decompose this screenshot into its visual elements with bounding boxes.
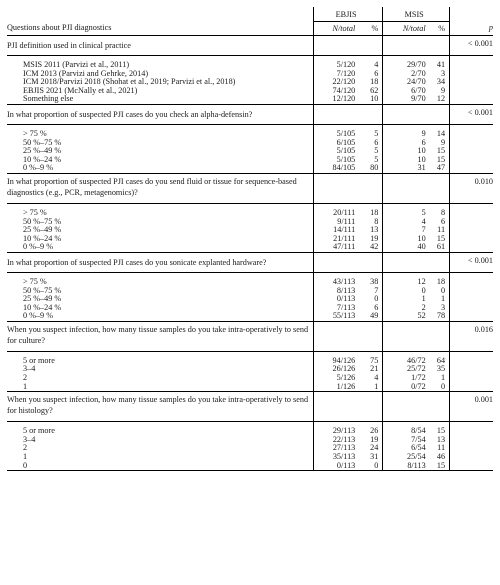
row-ebjis-pct: 18: [370, 77, 379, 87]
table-row: [7, 462, 493, 471]
section-row: [7, 392, 493, 422]
section-row: [7, 36, 493, 56]
row-ebjis-pct: 0: [359, 462, 383, 471]
row-msis-n-total: 25/54: [383, 453, 430, 462]
row-label: 5 or more: [23, 426, 55, 436]
row-msis-n-total: 10: [383, 156, 430, 165]
section-row: [7, 104, 493, 124]
table-body: [7, 36, 493, 471]
row-label: 3–4: [23, 434, 36, 444]
row-p-empty: [450, 287, 493, 296]
row-label: 50 %–75 %: [23, 216, 62, 226]
table-row: [7, 278, 493, 287]
section-p-value: < 0.001: [450, 252, 493, 272]
row-p-empty: [450, 295, 493, 304]
row-msis-n-total: 6/54: [383, 444, 430, 453]
row-ebjis-n-total: 5/126: [313, 374, 359, 383]
row-msis-n-total: 4: [383, 218, 430, 227]
header-p-spacer: [450, 7, 493, 22]
row-p-empty: [450, 304, 493, 313]
row-label: 10 %–24 %: [23, 233, 62, 243]
row-p-empty: [450, 78, 493, 87]
row-label: 50 %–75 %: [23, 285, 62, 295]
row-msis-pct: 47: [430, 164, 450, 173]
row-ebjis-pct: 4: [374, 60, 379, 69]
row-ebjis-pct: 5: [374, 146, 379, 156]
row-p-empty: [450, 209, 493, 218]
row-p-empty: [450, 365, 493, 374]
row-label: 10 %–24 %: [23, 302, 62, 312]
row-label: 3–4: [23, 364, 36, 374]
row-msis-pct: 78: [430, 312, 450, 321]
row-msis-pct: 11: [437, 225, 446, 235]
row-p-empty: [450, 374, 493, 383]
section-msis-n-empty: [383, 173, 430, 203]
header-group-msis: MSIS: [383, 7, 450, 22]
section-msis-pct-empty: [430, 36, 450, 56]
row-msis-pct: 61: [430, 243, 450, 252]
row-label: 10 %–24 %: [23, 154, 62, 164]
section-ebjis-pct-empty: [359, 36, 383, 56]
row-msis-pct: 13: [436, 434, 446, 444]
row-ebjis-pct: 62: [370, 85, 379, 95]
row-msis-n-total: 0/72: [383, 383, 430, 392]
row-label: 0: [7, 462, 313, 471]
section-ebjis-pct-empty: [359, 252, 383, 272]
header-msis-pct: %: [430, 22, 450, 36]
row-msis-n-total: 9/70: [383, 95, 430, 104]
row-msis-pct: 41: [436, 60, 446, 69]
section-msis-n-empty: [383, 321, 430, 351]
row-ebjis-n-total: 20/111: [313, 209, 359, 218]
header-group-ebjis: EBJIS: [313, 7, 382, 22]
row-p-empty: [450, 444, 493, 453]
section-ebjis-n-empty: [313, 252, 359, 272]
row-ebjis-n-total: 47/111: [313, 243, 359, 252]
row-msis-n-total: 1/72: [383, 374, 430, 383]
row-ebjis-pct: 38: [370, 276, 379, 286]
row-msis-pct: 0: [430, 383, 450, 392]
row-msis-n-total: 6/70: [383, 87, 430, 96]
row-msis-n-total: 8/113: [383, 462, 430, 471]
row-p-empty: [450, 147, 493, 156]
row-msis-pct: 15: [436, 146, 446, 156]
row-ebjis-pct: 13: [370, 225, 379, 235]
pji-survey-table: [7, 7, 493, 471]
section-ebjis-n-empty: [313, 104, 359, 124]
row-msis-n-total: 10: [383, 147, 430, 156]
row-p-empty: [450, 357, 493, 366]
row-ebjis-n-total: 27/113: [313, 444, 359, 453]
row-ebjis-pct: 24: [370, 443, 379, 453]
section-row: [7, 252, 493, 272]
row-label: 50 %–75 %: [23, 137, 62, 147]
section-msis-n-empty: [383, 392, 430, 422]
row-msis-n-total: 12: [383, 278, 430, 287]
row-ebjis-n-total: 0/113: [313, 462, 359, 471]
row-label: 25 %–49 %: [23, 146, 62, 156]
row-msis-pct: 12: [430, 95, 450, 104]
row-ebjis-n-total: 35/113: [313, 453, 359, 462]
section-ebjis-pct-empty: [359, 104, 383, 124]
table-row: [7, 164, 493, 173]
row-msis-pct: 34: [436, 77, 446, 87]
table-row: [7, 130, 493, 139]
row-msis-n-total: 9: [383, 130, 430, 139]
section-ebjis-n-empty: [313, 321, 359, 351]
section-p-value: < 0.001: [450, 104, 493, 124]
row-msis-n-total: 24/70: [383, 78, 430, 87]
row-ebjis-n-total: 74/120: [313, 87, 359, 96]
row-p-empty: [450, 453, 493, 462]
row-msis-n-total: 29/70: [383, 61, 430, 70]
row-ebjis-n-total: 55/113: [313, 312, 359, 321]
section-row: [7, 173, 493, 203]
row-p-empty: [450, 61, 493, 70]
row-msis-pct: 46: [436, 452, 446, 462]
section-ebjis-pct-empty: [359, 173, 383, 203]
row-msis-pct: 18: [436, 276, 446, 286]
row-label: MSIS 2011 (Parvizi et al., 2011): [23, 60, 130, 69]
table-header: [7, 7, 493, 36]
row-p-empty: [450, 70, 493, 79]
row-ebjis-pct: 80: [359, 164, 383, 173]
section-p-value: 0.016: [450, 321, 493, 351]
section-msis-pct-empty: [430, 392, 450, 422]
section-question: In what proportion of suspected PJI cases do you sonicate explanted hardware?: [7, 252, 313, 272]
row-ebjis-n-total: 7/113: [313, 304, 359, 313]
row-ebjis-n-total: 6/105: [313, 139, 359, 148]
section-p-value: 0.001: [450, 392, 493, 422]
row-ebjis-n-total: 12/120: [313, 95, 359, 104]
row-msis-pct: 3: [440, 302, 446, 312]
section-row: [7, 321, 493, 351]
row-label: > 75 %: [23, 128, 47, 138]
header-p-value: p: [450, 22, 493, 36]
row-label: 1: [23, 452, 28, 462]
row-p-empty: [450, 156, 493, 165]
section-msis-n-empty: [383, 36, 430, 56]
row-ebjis-pct: 6: [374, 68, 379, 78]
row-msis-n-total: 8/54: [383, 427, 430, 436]
section-question: When you suspect infection, how many tissue samples do you take intra-operatively to send for culture?: [7, 321, 313, 351]
row-label: 5 or more: [23, 355, 55, 365]
row-msis-pct: 11: [437, 443, 446, 453]
header-msis-n-total: N/total: [383, 22, 430, 36]
header-question-spacer: [7, 7, 313, 22]
row-msis-n-total: 2/70: [383, 70, 430, 79]
row-ebjis-n-total: 7/120: [313, 70, 359, 79]
row-label: 25 %–49 %: [23, 225, 62, 235]
row-p-empty: [450, 462, 493, 471]
row-ebjis-n-total: 5/120: [313, 61, 359, 70]
section-question: In what proportion of suspected PJI cases do you send fluid or tissue for sequence-based diagnostics (e.g., PCR, metagenomics)?: [7, 173, 313, 203]
row-msis-pct: 9: [440, 137, 446, 147]
row-msis-n-total: 40: [383, 243, 430, 252]
row-ebjis-pct: 6: [374, 137, 379, 147]
row-msis-pct: 15: [436, 426, 446, 436]
row-ebjis-pct: 4: [374, 373, 379, 383]
row-label: 0 %–9 %: [7, 164, 313, 173]
row-p-empty: [450, 312, 493, 321]
row-ebjis-n-total: 26/126: [313, 365, 359, 374]
row-ebjis-n-total: 22/113: [313, 436, 359, 445]
row-label: 2: [23, 443, 28, 453]
row-p-empty: [450, 95, 493, 104]
section-msis-pct-empty: [430, 252, 450, 272]
header-question-column: Questions about PJI diagnostics: [7, 22, 313, 36]
row-label: ICM 2018/Parvizi 2018 (Shohat et al., 2019; Parvizi et al., 2018): [23, 77, 236, 87]
row-ebjis-n-total: 29/113: [313, 427, 359, 436]
table-row: [7, 383, 493, 392]
row-p-empty: [450, 383, 493, 392]
section-ebjis-pct-empty: [359, 392, 383, 422]
row-msis-n-total: 5: [383, 209, 430, 218]
row-label: > 75 %: [23, 207, 47, 217]
section-ebjis-n-empty: [313, 392, 359, 422]
section-msis-pct-empty: [430, 321, 450, 351]
row-ebjis-n-total: 0/113: [313, 295, 359, 304]
row-p-empty: [450, 139, 493, 148]
row-msis-n-total: 0: [383, 287, 430, 296]
row-ebjis-pct: 18: [370, 207, 379, 217]
row-ebjis-pct: 42: [359, 243, 383, 252]
section-msis-n-empty: [383, 252, 430, 272]
row-ebjis-pct: 10: [359, 95, 383, 104]
row-p-empty: [450, 427, 493, 436]
row-ebjis-n-total: 1/126: [313, 383, 359, 392]
row-label: ICM 2013 (Parvizi and Gehrke, 2014): [23, 68, 149, 78]
table-row: [7, 243, 493, 252]
row-msis-pct: 8: [440, 207, 446, 217]
row-p-empty: [450, 218, 493, 227]
section-msis-pct-empty: [430, 173, 450, 203]
row-ebjis-pct: 5: [374, 128, 379, 138]
row-ebjis-pct: 6: [374, 302, 379, 312]
row-msis-n-total: 10: [383, 235, 430, 244]
row-msis-pct: 1: [440, 294, 446, 304]
section-ebjis-pct-empty: [359, 321, 383, 351]
row-ebjis-pct: 1: [359, 383, 383, 392]
row-msis-n-total: 6: [383, 139, 430, 148]
row-msis-pct: 15: [436, 233, 446, 243]
row-msis-pct: 0: [440, 285, 446, 295]
section-ebjis-n-empty: [313, 173, 359, 203]
row-msis-pct: 15: [430, 462, 450, 471]
section-p-value: < 0.001: [450, 36, 493, 56]
row-ebjis-pct: 19: [370, 233, 379, 243]
row-msis-pct: 6: [440, 216, 446, 226]
table-row: [7, 287, 493, 296]
row-ebjis-pct: 19: [370, 434, 379, 444]
row-label: 0 %–9 %: [7, 243, 313, 252]
row-msis-pct: 9: [440, 85, 446, 95]
section-ebjis-n-empty: [313, 36, 359, 56]
row-ebjis-n-total: 21/111: [313, 235, 359, 244]
row-p-empty: [450, 436, 493, 445]
row-ebjis-pct: 7: [374, 285, 379, 295]
row-ebjis-n-total: 43/113: [313, 278, 359, 287]
row-ebjis-n-total: 8/113: [313, 287, 359, 296]
row-ebjis-n-total: 94/126: [313, 357, 359, 366]
row-ebjis-n-total: 5/105: [313, 156, 359, 165]
row-msis-pct: 3: [440, 68, 446, 78]
row-ebjis-pct: 75: [370, 355, 379, 365]
row-ebjis-n-total: 22/120: [313, 78, 359, 87]
row-p-empty: [450, 243, 493, 252]
row-msis-pct: 1: [440, 373, 446, 383]
row-msis-pct: 15: [436, 154, 446, 164]
header-ebjis-n-total: N/total: [313, 22, 359, 36]
header-ebjis-pct: %: [359, 22, 383, 36]
row-msis-n-total: 46/72: [383, 357, 430, 366]
section-p-value: 0.010: [450, 173, 493, 203]
row-label: > 75 %: [23, 276, 47, 286]
row-ebjis-pct: 0: [374, 294, 379, 304]
row-p-empty: [450, 235, 493, 244]
table-row: [7, 218, 493, 227]
row-msis-pct: 14: [436, 128, 446, 138]
table-row: [7, 209, 493, 218]
row-p-empty: [450, 130, 493, 139]
section-question: When you suspect infection, how many tissue samples do you take intra-operatively to send for histology?: [7, 392, 313, 422]
row-ebjis-pct: 5: [374, 154, 379, 164]
row-label: Something else: [7, 95, 313, 104]
section-question: PJI definition used in clinical practice: [7, 36, 313, 56]
row-msis-n-total: 2: [383, 304, 430, 313]
table-row: [7, 295, 493, 304]
row-p-empty: [450, 226, 493, 235]
row-msis-n-total: 7/54: [383, 436, 430, 445]
row-ebjis-n-total: 9/111: [313, 218, 359, 227]
row-ebjis-n-total: 5/105: [313, 147, 359, 156]
section-question: In what proportion of suspected PJI cases do you check an alpha-defensin?: [7, 104, 313, 124]
row-msis-n-total: 52: [383, 312, 430, 321]
row-label: 25 %–49 %: [23, 294, 62, 304]
row-msis-n-total: 31: [383, 164, 430, 173]
row-ebjis-pct: 21: [370, 364, 379, 374]
row-ebjis-pct: 49: [359, 312, 383, 321]
row-ebjis-pct: 31: [370, 452, 379, 462]
row-label: 1: [7, 383, 313, 392]
row-ebjis-n-total: 84/105: [313, 164, 359, 173]
row-ebjis-n-total: 5/105: [313, 130, 359, 139]
row-msis-n-total: 7: [383, 226, 430, 235]
row-p-empty: [450, 278, 493, 287]
section-msis-n-empty: [383, 104, 430, 124]
row-label: EBJIS 2021 (McNally et al., 2021): [23, 85, 138, 95]
row-ebjis-pct: 26: [370, 426, 379, 436]
row-msis-pct: 64: [436, 355, 446, 365]
section-msis-pct-empty: [430, 104, 450, 124]
table-row: [7, 312, 493, 321]
row-msis-n-total: 1: [383, 295, 430, 304]
table-row: [7, 95, 493, 104]
row-p-empty: [450, 87, 493, 96]
row-label: 0 %–9 %: [7, 312, 313, 321]
row-ebjis-pct: 8: [374, 216, 379, 226]
row-label: 2: [23, 373, 28, 383]
row-ebjis-n-total: 14/111: [313, 226, 359, 235]
row-msis-n-total: 25/72: [383, 365, 430, 374]
row-msis-pct: 35: [436, 364, 446, 374]
row-p-empty: [450, 164, 493, 173]
